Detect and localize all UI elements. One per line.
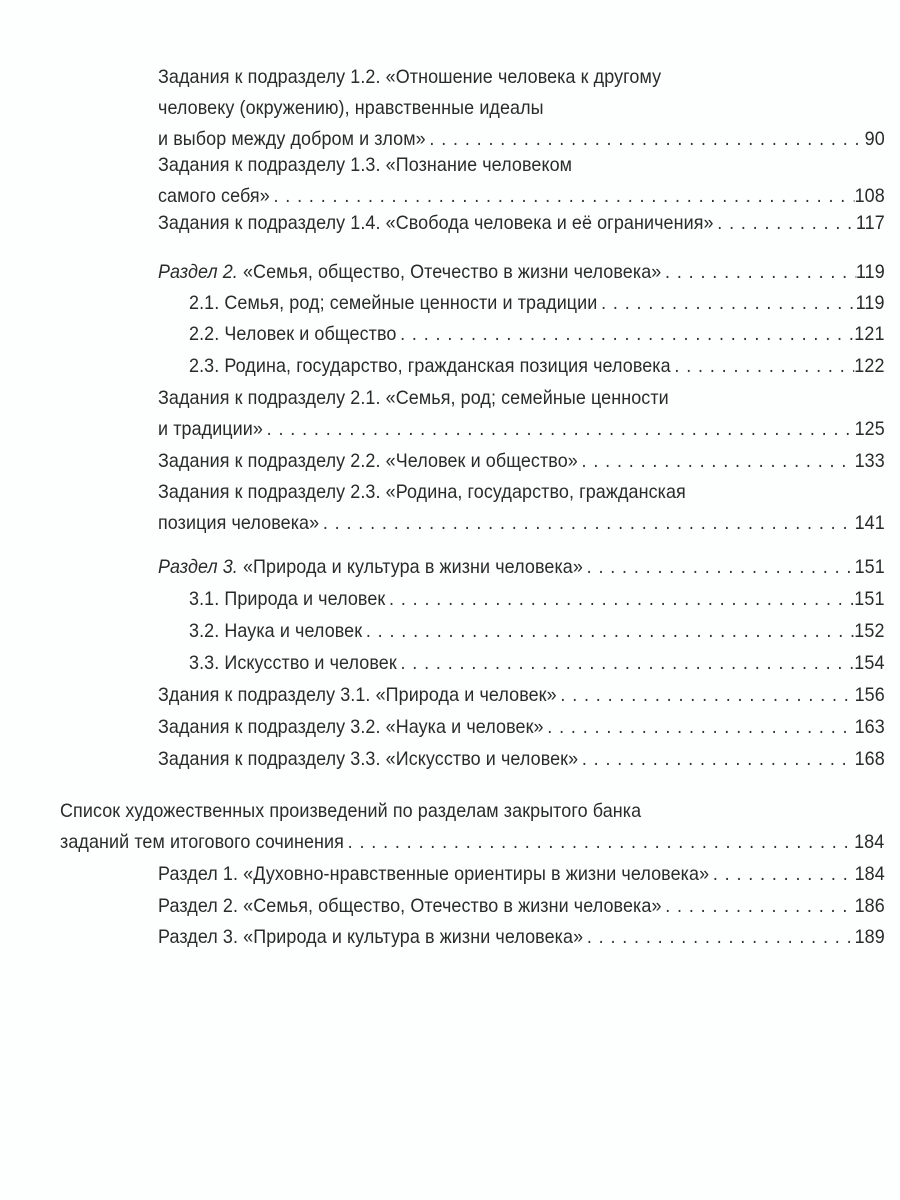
dot-leader [597, 288, 855, 319]
page-number: 168 [854, 748, 885, 770]
page-number: 108 [854, 185, 885, 207]
toc-entry-text: «Природа и культура в жизни человека» [237, 556, 583, 578]
page-number: 119 [855, 261, 885, 283]
toc-entry-text: Задания к подразделу 1.4. «Свобода человека и её ограничения» [158, 212, 714, 234]
page-number: 133 [854, 450, 885, 472]
page-number: 163 [854, 716, 885, 738]
dot-leader [319, 508, 854, 539]
toc-entry-tasks-2-1[interactable] [158, 383, 885, 445]
toc-entry-sub-3-1[interactable] [189, 584, 885, 615]
dot-leader [709, 859, 854, 890]
page-number: 189 [854, 926, 885, 948]
toc-entry-text: Задания к подразделу 2.2. «Человек и общество» [158, 450, 578, 472]
toc-entry-works-list[interactable] [60, 796, 884, 858]
toc-entry-tasks-1-4[interactable] [158, 208, 885, 239]
page-number: 122 [854, 355, 885, 377]
dot-leader [397, 648, 855, 679]
toc-entry-text: Задания к подразделу 3.2. «Наука и человек» [158, 716, 544, 738]
toc-entry-works-section-1[interactable] [158, 859, 885, 890]
toc-entry-text: Здания к подразделу 3.1. «Природа и человек» [158, 684, 557, 706]
dot-leader [385, 584, 854, 615]
page-number: 151 [854, 556, 885, 578]
page-number: 117 [855, 212, 885, 234]
dot-leader [661, 257, 856, 288]
dot-leader [396, 319, 854, 350]
toc-entry-text: Задания к подразделу 2.3. «Родина, государство, гражданская [158, 481, 686, 503]
toc-entry-works-section-3[interactable] [158, 922, 885, 953]
page-number: 154 [854, 652, 885, 674]
dot-leader [578, 744, 854, 775]
page-number: 119 [855, 292, 885, 314]
dot-leader [662, 891, 855, 922]
dot-leader [671, 351, 855, 382]
dot-leader [263, 414, 855, 445]
toc-entry-text: 3.3. Искусство и человек [189, 652, 397, 674]
toc-entry-tasks-3-1[interactable] [158, 680, 885, 711]
toc-entry-text: Задания к подразделу 1.3. «Познание человеком [158, 154, 573, 176]
toc-entry-text: самого себя» [158, 185, 270, 207]
dot-leader [714, 208, 856, 239]
toc-entry-tasks-2-3[interactable] [158, 477, 885, 539]
section-label: Раздел 2. [158, 261, 238, 283]
page-number: 141 [854, 512, 885, 534]
toc-entry-text: заданий тем итогового сочинения [60, 831, 344, 853]
toc-entry-tasks-1-2[interactable] [158, 62, 885, 155]
dot-leader [557, 680, 855, 711]
toc-entry-works-section-2[interactable] [158, 891, 885, 922]
dot-leader [344, 827, 854, 858]
toc-entry-sub-3-2[interactable] [189, 616, 885, 647]
page-number: 184 [854, 831, 885, 853]
toc-entry-text: Список художественных произведений по разделам закрытого банка [60, 800, 642, 822]
dot-leader [544, 712, 855, 743]
toc-entry-tasks-3-2[interactable] [158, 712, 885, 743]
page-number: 90 [864, 128, 885, 150]
dot-leader [583, 922, 854, 953]
toc-entry-text: и традиции» [158, 418, 263, 440]
toc-entry-text: человеку (окружению), нравственные идеалы [158, 97, 544, 119]
toc-entry-text: Задания к подразделу 1.2. «Отношение человека к другому [158, 66, 662, 88]
toc-entry-section-2[interactable] [158, 257, 885, 288]
toc-entry-text: Задания к подразделу 2.1. «Семья, род; семейные ценности [158, 387, 669, 409]
dot-leader [583, 552, 855, 583]
toc-entry-text: 3.1. Природа и человек [189, 588, 386, 610]
toc-entry-text: 2.1. Семья, род; семейные ценности и традиции [189, 292, 598, 314]
toc-entry-sub-2-3[interactable] [189, 351, 885, 382]
page-number: 151 [854, 588, 885, 610]
page-number: 121 [854, 323, 885, 345]
toc-entry-sub-3-3[interactable] [189, 648, 885, 679]
toc-entry-text: «Семья, общество, Отечество в жизни человека» [237, 261, 662, 283]
toc-entry-sub-2-1[interactable] [189, 288, 885, 319]
toc-entry-text: 2.2. Человек и общество [189, 323, 397, 345]
page-number: 125 [854, 418, 885, 440]
dot-leader [578, 446, 855, 477]
toc-entry-text: позиция человека» [158, 512, 320, 534]
toc-entry-section-3[interactable] [158, 552, 885, 583]
page-number: 186 [854, 895, 885, 917]
page-number: 184 [854, 863, 885, 885]
page-number: 156 [854, 684, 885, 706]
toc-entry-text: 2.3. Родина, государство, гражданская позиция человека [189, 355, 671, 377]
toc-entry-sub-2-2[interactable] [189, 319, 885, 350]
toc-entry-tasks-1-3[interactable] [158, 150, 885, 212]
section-label: Раздел 3. [158, 556, 238, 578]
toc-entry-tasks-2-2[interactable] [158, 446, 885, 477]
toc-entry-text: 3.2. Наука и человек [189, 620, 363, 642]
toc-entry-text: Задания к подразделу 3.3. «Искусство и человек» [158, 748, 579, 770]
dot-leader [362, 616, 854, 647]
page-number: 152 [854, 620, 885, 642]
toc-entry-text: Раздел 2. «Семья, общество, Отечество в жизни человека» [158, 895, 662, 917]
toc-entry-tasks-3-3[interactable] [158, 744, 885, 775]
toc-entry-text: Раздел 1. «Духовно-нравственные ориентиры в жизни человека» [158, 863, 710, 885]
toc-entry-text: и выбор между добром и злом» [158, 128, 426, 150]
toc-entry-text: Раздел 3. «Природа и культура в жизни человека» [158, 926, 584, 948]
